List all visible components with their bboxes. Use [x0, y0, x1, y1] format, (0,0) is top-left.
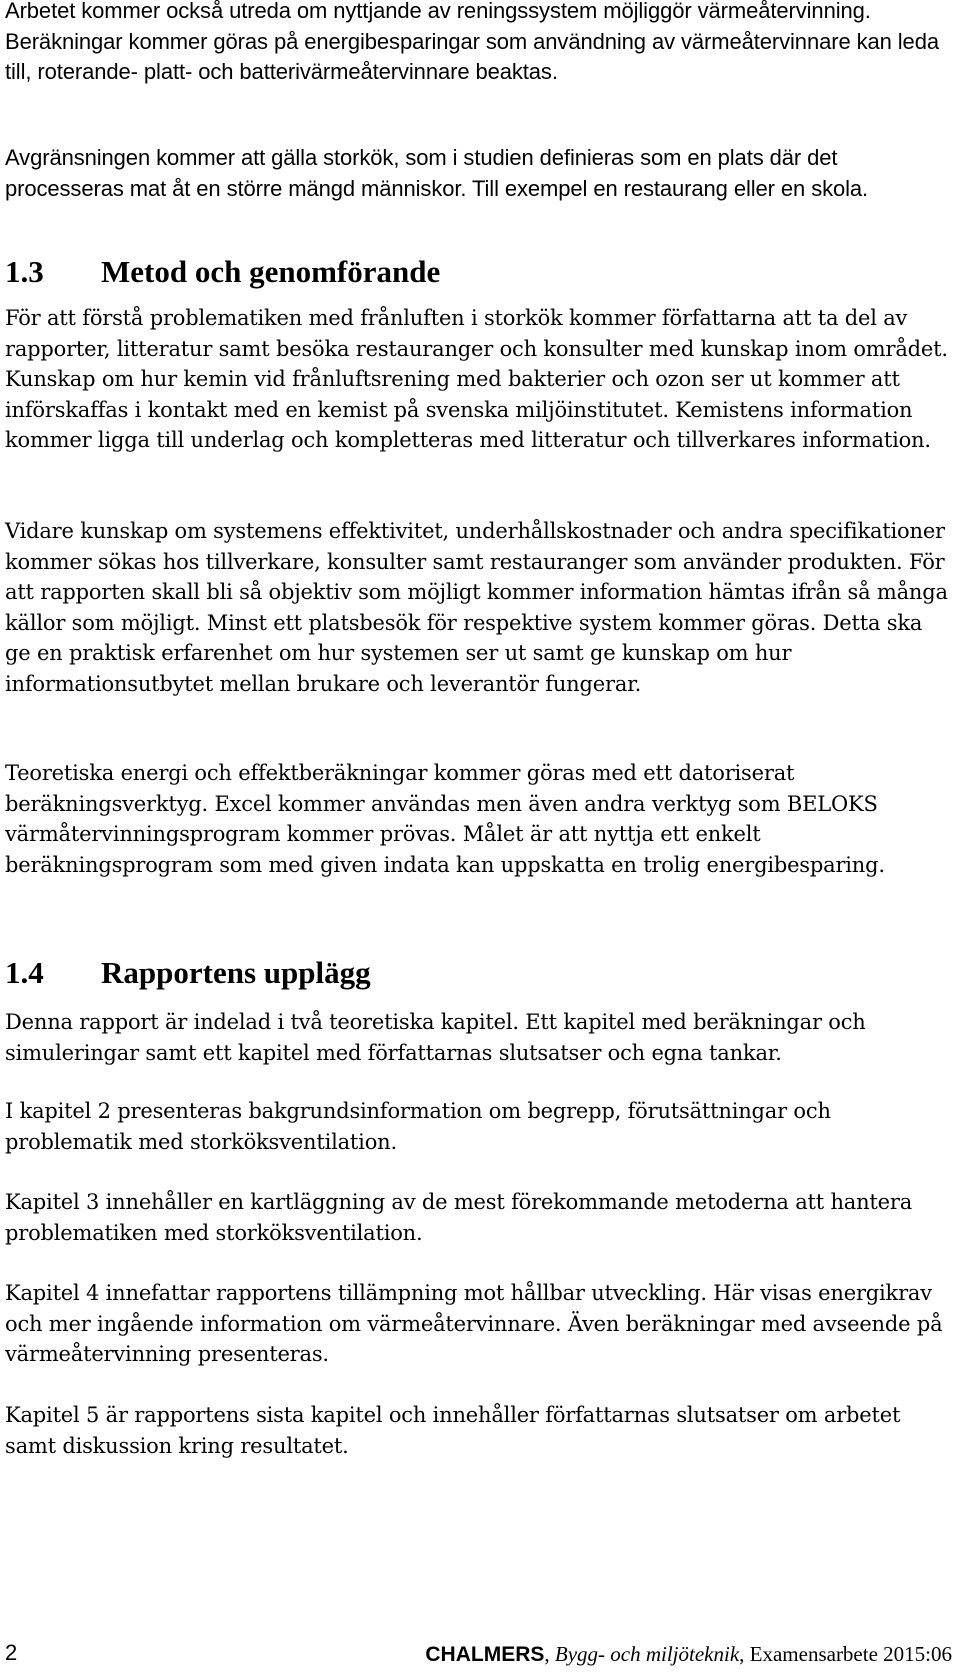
footer-citation [425, 1642, 952, 1667]
paragraph-chapter-3: Kapitel 3 innehåller en kartläggning av de mest förekommande metoderna att hantera problematiken med storköksventilation. [5, 1190, 913, 1245]
page-number: 2 [5, 1640, 18, 1665]
paragraph-report-outline: Denna rapport är indelad i två teoretiska kapitel. Ett kapitel med beräkningar och simuleringar samt ett kapitel med författarnas slutsatser och egna tankar. [5, 1010, 866, 1065]
paragraph-chapter-4: Kapitel 4 innefattar rapportens tillämpning mot hållbar utveckling. Här visas energikrav och mer ingående information om värmeåtervinnare. Även beräkningar med avseende på värmeåtervinning presenteras. [5, 1281, 943, 1366]
footer-department: Bygg- och miljöteknik [554, 1642, 740, 1666]
paragraph-delimitation: Avgränsningen kommer att gälla storkök, som i studien definieras som en plats där det processeras mat åt en större mängd människor. Till exempel en restaurang eller en skola. [5, 145, 869, 201]
paragraph-heat-recovery: Arbetet kommer också utreda om nyttjande av reningssystem möjliggör värmeåtervinning. Beräkningar kommer göras på energibesparingar som användning av värmeåtervinnare kan leda till, roterande- platt- och batterivärmeåtervinnare beaktas. [5, 0, 939, 84]
section-number: 1.4 [5, 955, 44, 990]
page-footer [5, 1634, 952, 1670]
section-heading-1-3 [5, 252, 440, 292]
paragraph-method-intro: För att förstå problematiken med frånluften i storkök kommer författarna att ta del av rapporter, litteratur samt besöka restauranger och konsulter med kunskap inom området. Kunskap om hur kemin vid frånluftsrening med bakterier och ozon ser ut kommer att införskaffas i kontakt med en kemist på svenska miljöinstitutet. Kemistens information kommer ligga till underlag och kompletteras med litteratur och tillverkares information. [5, 306, 948, 452]
section-title: Metod och genomförande [101, 254, 441, 289]
section-number: 1.3 [5, 254, 44, 289]
footer-brand: CHALMERS [425, 1643, 545, 1666]
paragraph-system-knowledge: Vidare kunskap om systemens effektivitet, underhållskostnader och andra specifikationer kommer sökas hos tillverkare, konsulter samt restauranger som använder produkten. För att rapporten skall bli så objektiv som möjligt kommer information hämtas ifrån så många källor som möjligt. Minst ett platsbesök för respektive system kommer göras. Detta ska ge en praktisk erfarenhet om hur systemen ser ut samt ge kunskap om hur informationsutbytet mellan brukare och leverantör fungerar. [5, 519, 948, 696]
section-title: Rapportens upplägg [101, 955, 371, 990]
paragraph-calculations: Teoretiska energi och effektberäkningar kommer göras med ett datoriserat beräkningsverktyg. Excel kommer användas men även andra verktyg som BELOKS värmåtervinningsprogram kommer prövas. Målet är att nyttja ett enkelt beräkningsprogram som med given indata kan uppskatta en trolig energibesparing. [5, 761, 885, 877]
paragraph-chapter-5: Kapitel 5 är rapportens sista kapitel och innehåller författarnas slutsatser om arbetet samt diskussion kring resultatet. [5, 1403, 901, 1458]
footer-separator: , [544, 1642, 555, 1666]
section-heading-1-4 [5, 953, 371, 993]
footer-report-id: , Examensarbete 2015:06 [739, 1642, 952, 1666]
paragraph-chapter-2: I kapitel 2 presenteras bakgrundsinformation om begrepp, förutsättningar och problematik med storköksventilation. [5, 1099, 831, 1154]
